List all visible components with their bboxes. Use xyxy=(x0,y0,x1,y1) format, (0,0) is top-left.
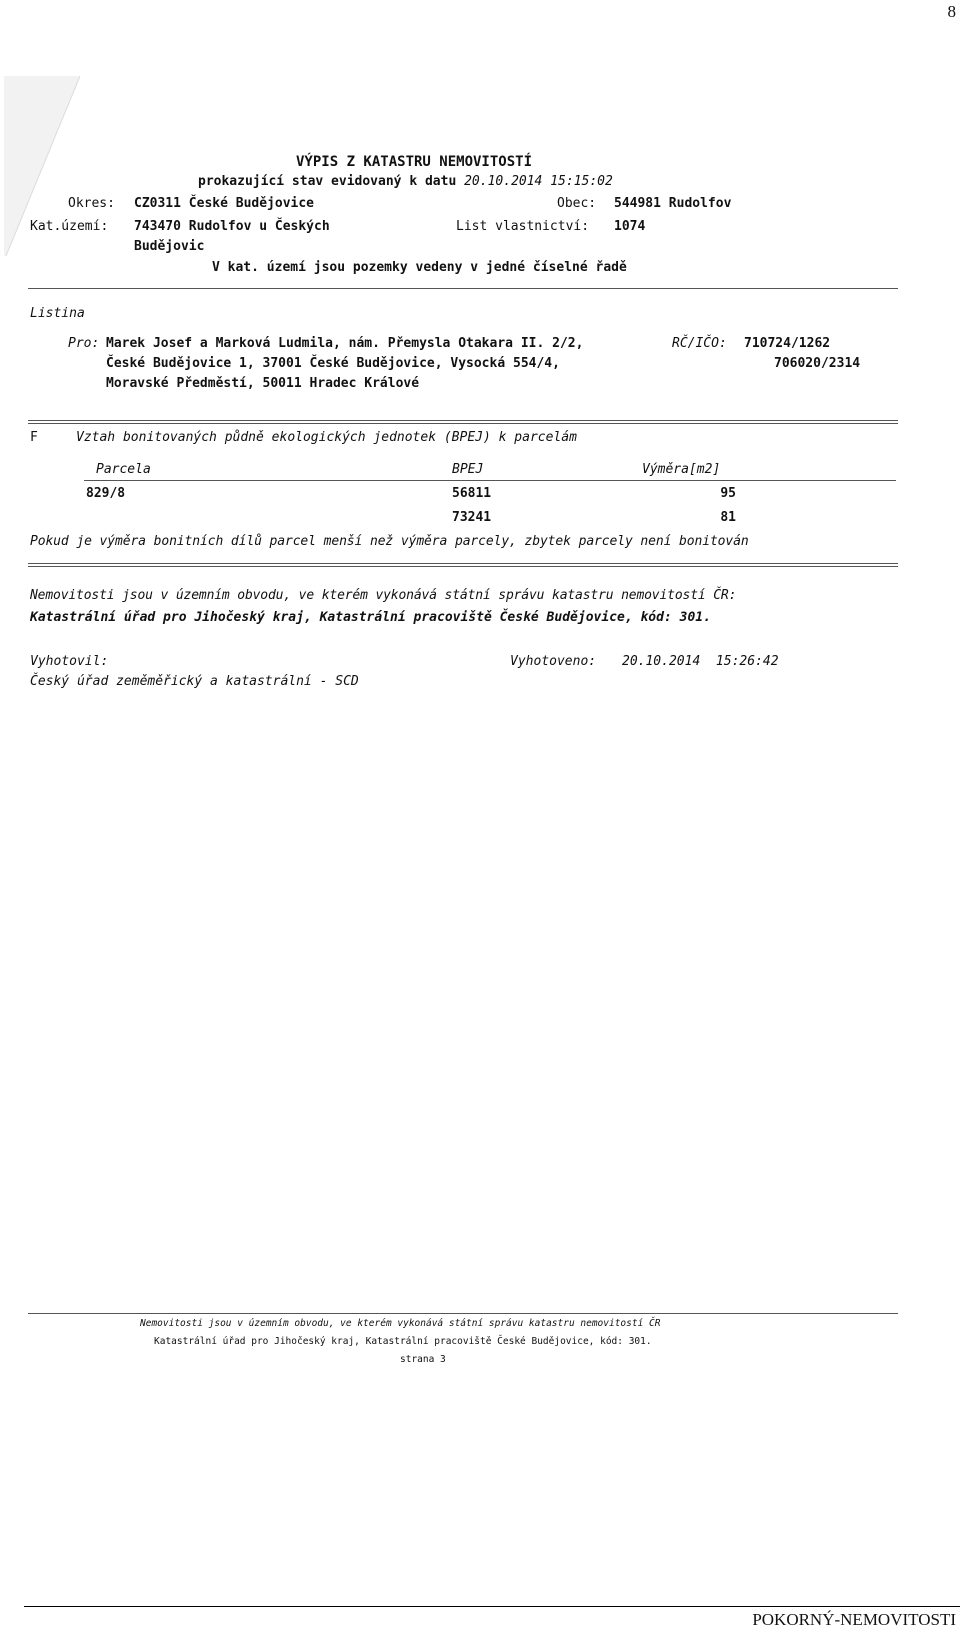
vyhotoveno-label: Vyhotoveno: xyxy=(510,654,597,669)
document-title: VÝPIS Z KATASTRU NEMOVITOSTÍ xyxy=(296,154,533,170)
lv-value: 1074 xyxy=(614,219,646,234)
vyhotovil-value: Český úřad zeměměřický a katastrální - SCD xyxy=(30,674,359,689)
section-letter: F xyxy=(30,430,38,445)
section-divider xyxy=(28,420,898,424)
table-cell-parcela: 829/8 xyxy=(86,486,126,501)
katuzemi-label: Kat.území: xyxy=(30,219,109,234)
kat-uzemi-note: V kat. území jsou pozemky vedeny v jedné číselné řadě xyxy=(212,260,627,275)
lv-label: List vlastnictví: xyxy=(456,219,590,234)
table-header-rule xyxy=(84,480,896,481)
owner-line-3: Moravské Předměstí, 50011 Hradec Králové xyxy=(106,376,420,391)
vyhotovil-label: Vyhotovil: xyxy=(30,654,109,669)
katuzemi-value-2: Budějovic xyxy=(134,239,205,254)
footer-rule xyxy=(28,1313,898,1314)
subtitle-time: 15:15:02 xyxy=(550,174,613,189)
section-divider xyxy=(28,563,898,567)
listina-heading: Listina xyxy=(30,306,85,321)
bottom-label: POKORNÝ-NEMOVITOSTI xyxy=(752,1610,956,1629)
vyhotoveno-value: 20.10.2014 15:26:42 xyxy=(622,654,779,669)
column-header-bpej: BPEJ xyxy=(452,462,484,477)
divider xyxy=(28,288,898,289)
table-cell-vymera: 95 xyxy=(720,486,736,501)
okres-value: CZ0311 České Budějovice xyxy=(134,196,315,211)
office-line-1: Nemovitosti jsou v územním obvodu, ve kterém vykonává státní správu katastru nemovitostí ČR: xyxy=(30,588,737,603)
subtitle-date: 20.10.2014 xyxy=(464,174,543,189)
obec-label: Obec: xyxy=(557,196,597,211)
section-title: Vztah bonitovaných půdně ekologických jednotek (BPEJ) k parcelám xyxy=(76,430,577,445)
rc-value-2: 706020/2314 xyxy=(774,356,861,371)
column-header-vymera: Výměra[m2] xyxy=(642,462,721,477)
table-cell-bpej: 73241 xyxy=(452,510,492,525)
table-cell-bpej: 56811 xyxy=(452,486,492,501)
bottom-rule xyxy=(24,1606,960,1607)
rc-label: RČ/IČO: xyxy=(672,336,727,351)
owner-line-2: České Budějovice 1, 37001 České Budějovice, Vysocká 554/4, xyxy=(106,356,560,371)
rc-value-1: 710724/1262 xyxy=(744,336,831,351)
footer-line-1: Nemovitosti jsou v územním obvodu, ve kterém vykonává státní správu katastru nemovitostí ČR xyxy=(140,1318,661,1329)
footer-line-2: Katastrální úřad pro Jihočeský kraj, Katastrální pracoviště České Budějovice, kód: 301. xyxy=(154,1336,652,1347)
katuzemi-value: 743470 Rudolfov u Českých xyxy=(134,219,330,234)
footer-page: strana 3 xyxy=(400,1354,446,1365)
pro-label: Pro: xyxy=(68,336,100,351)
page-number: 8 xyxy=(947,2,956,21)
column-header-parcela: Parcela xyxy=(96,462,151,477)
okres-label: Okres: xyxy=(68,196,115,211)
obec-value: 544981 Rudolfov xyxy=(614,196,732,211)
office-line-2: Katastrální úřad pro Jihočeský kraj, Katastrální pracoviště České Budějovice, kód: 301. xyxy=(30,610,711,625)
owner-line-1: Marek Josef a Marková Ludmila, nám. Přemysla Otakara II. 2/2, xyxy=(106,336,584,351)
subtitle-prefix: prokazující stav evidovaný k datu xyxy=(198,174,457,189)
table-cell-vymera: 81 xyxy=(720,510,736,525)
bonitace-note: Pokud je výměra bonitních dílů parcel menší než výměra parcely, zbytek parcely není bonitován xyxy=(30,534,749,549)
document-subtitle xyxy=(198,174,613,189)
